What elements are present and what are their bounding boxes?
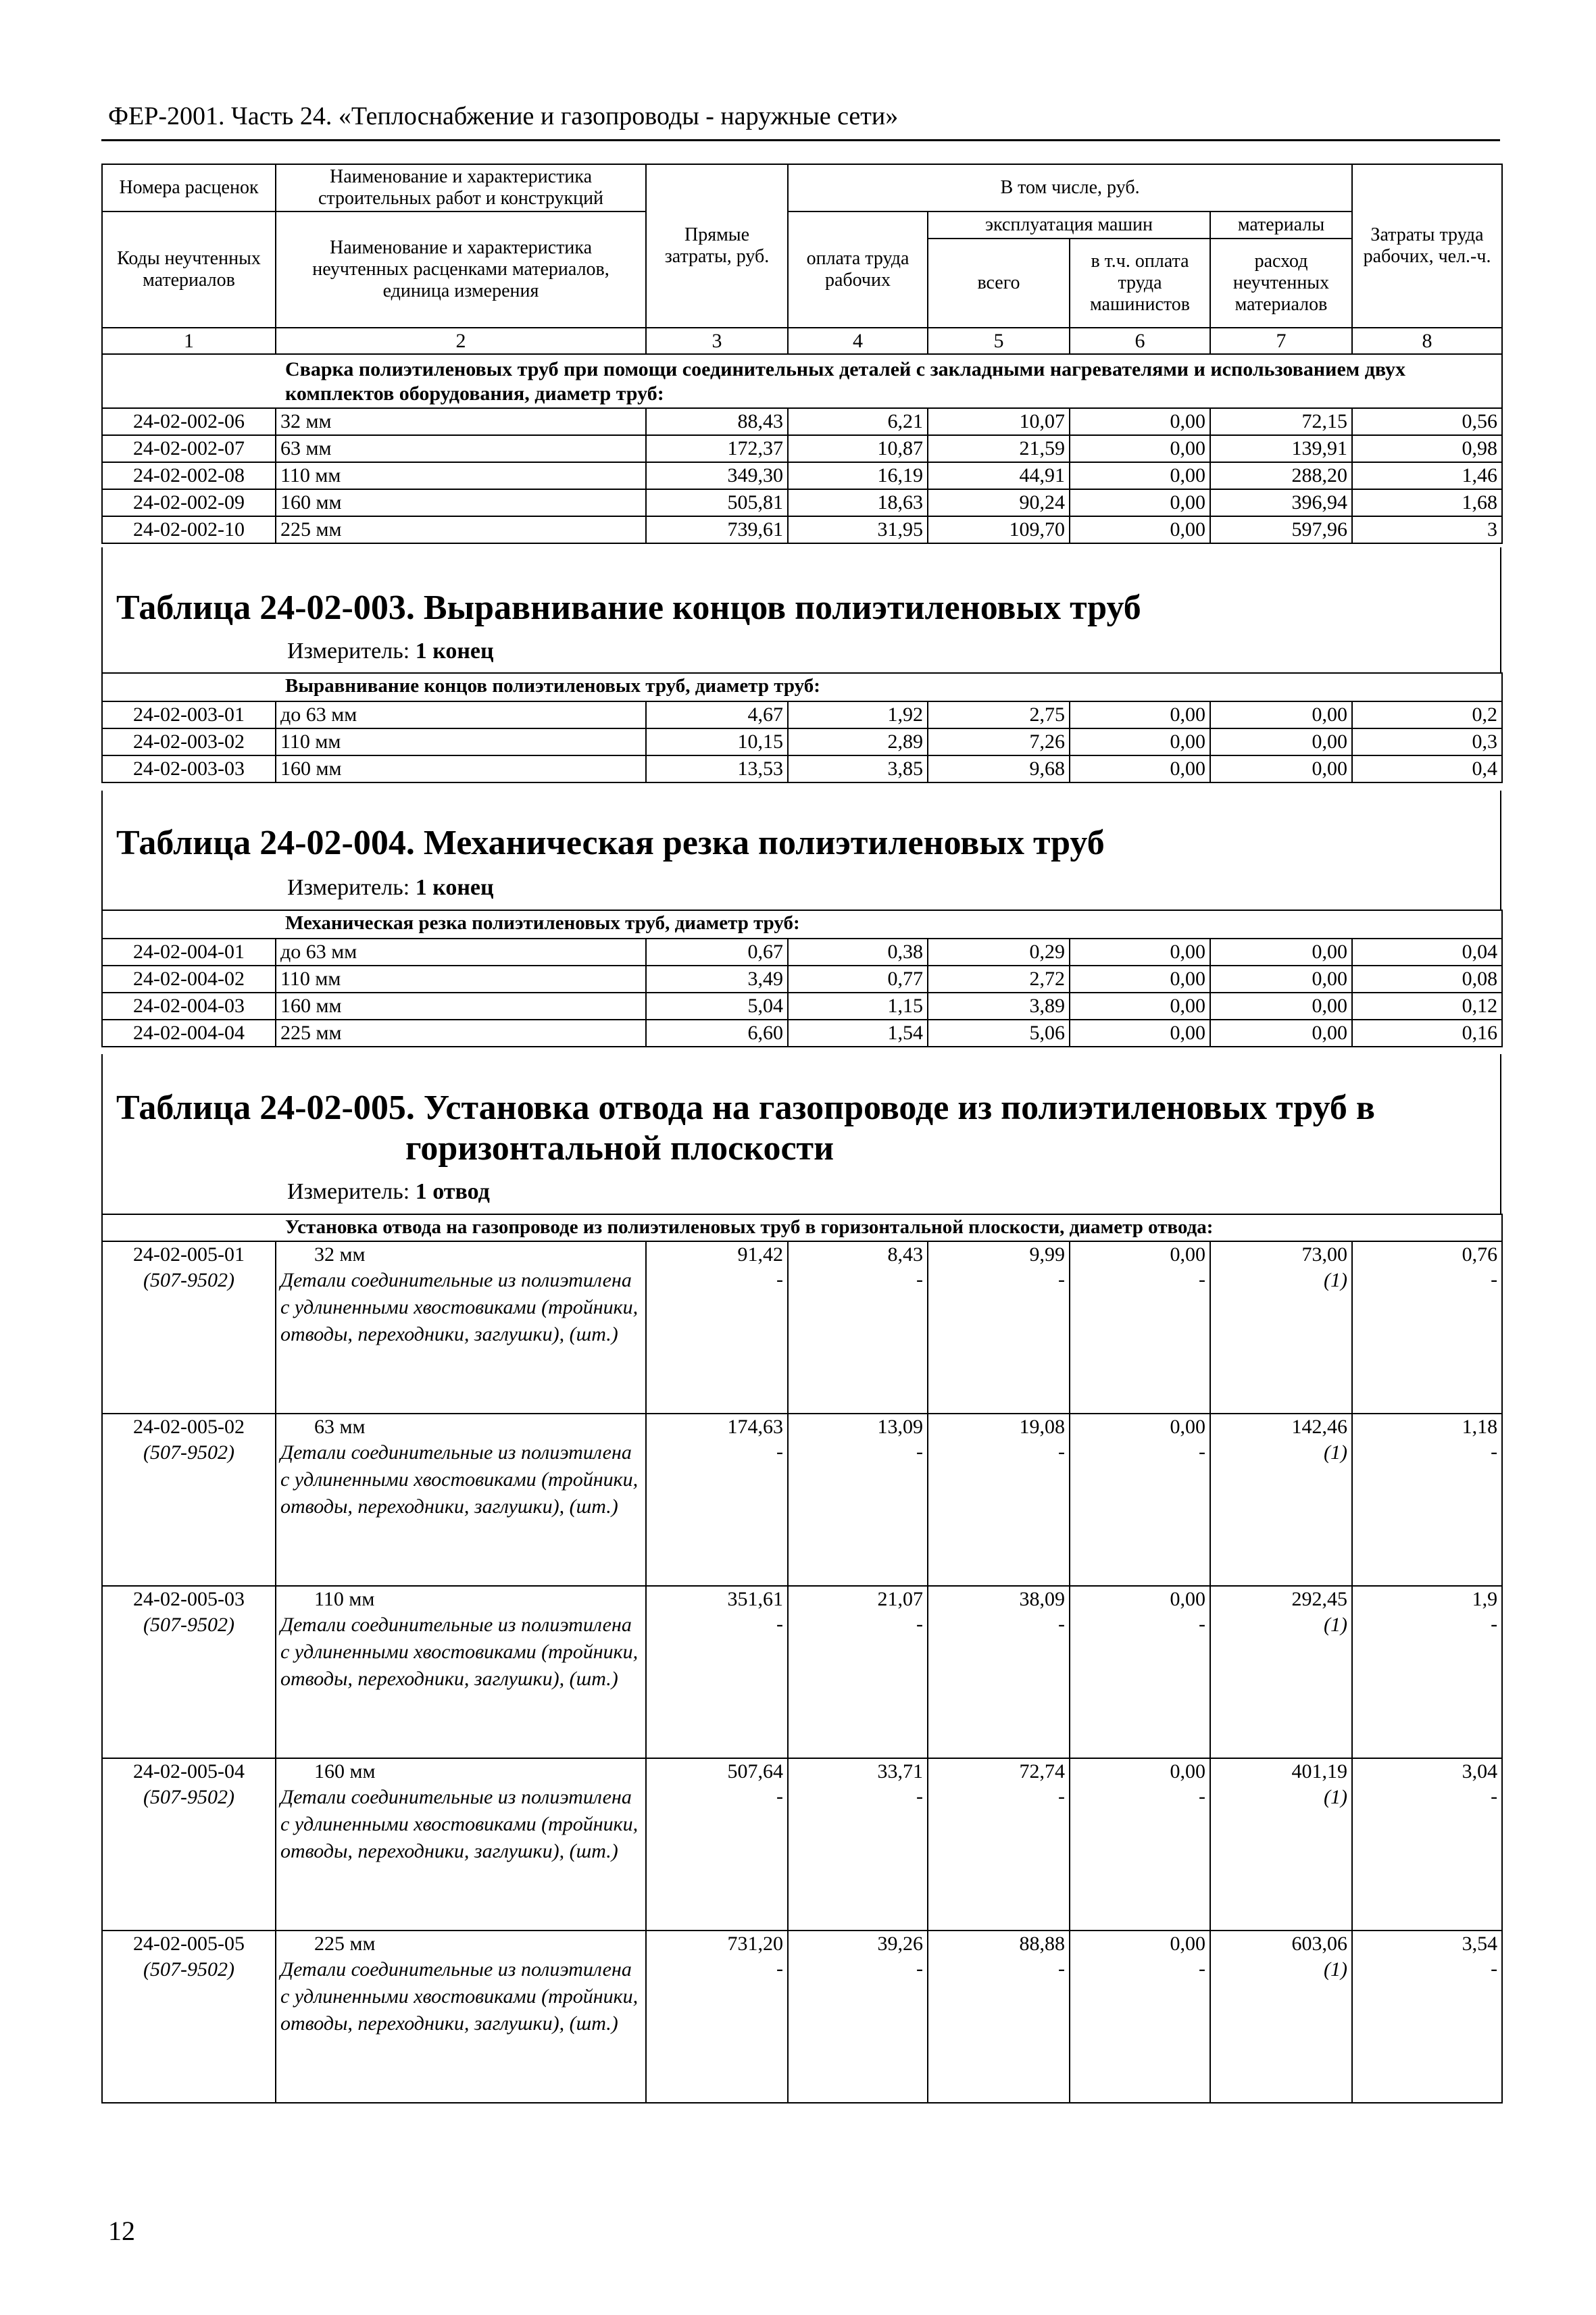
material-value: - <box>1058 1268 1065 1291</box>
value: 9,99 <box>1029 1243 1065 1266</box>
material-value: - <box>776 1958 783 1980</box>
table-row <box>102 408 1502 435</box>
rates-table-24-02-005 <box>101 1214 1503 2104</box>
value-cell <box>928 1241 1070 1414</box>
header-material-codes: Коды неучтенных материалов <box>102 211 276 328</box>
material-value: - <box>1058 1613 1065 1635</box>
rate-code: 24-02-002-09 <box>102 489 276 516</box>
table-row <box>102 1758 1502 1931</box>
value: 0,00 <box>1170 1416 1205 1438</box>
frame-line <box>101 1054 103 1214</box>
value: 38,09 <box>1019 1588 1065 1610</box>
value-cell: 139,91 <box>1210 435 1352 462</box>
material-value: - <box>1491 1785 1498 1808</box>
material-code: (507-9502) <box>143 1786 234 1808</box>
value-cell: 4,67 <box>646 701 788 728</box>
table-row <box>102 966 1502 993</box>
work-name: до 63 мм <box>276 939 646 966</box>
work-name-cell <box>276 1758 646 1931</box>
work-name: до 63 мм <box>276 701 646 728</box>
header-work-name: Наименование и характеристика строительных работ и конструкций <box>276 164 646 211</box>
value-cell: 0,77 <box>788 966 928 993</box>
value: 0,76 <box>1462 1243 1498 1266</box>
value-cell: 1,46 <box>1352 462 1502 489</box>
column-number: 8 <box>1352 328 1502 354</box>
value: 13,09 <box>877 1416 923 1438</box>
material-value: - <box>916 1613 923 1635</box>
value-cell: 5,04 <box>646 993 788 1020</box>
group-title: Установка отвода на газопроводе из полиэтиленовых труб в горизонтальной плоскости, диаметр отвода: <box>102 1214 1502 1241</box>
value-cell: 0,67 <box>646 939 788 966</box>
header-rule <box>101 139 1500 141</box>
value-cell: 0,00 <box>1210 701 1352 728</box>
value-cell <box>1210 1414 1352 1586</box>
value-cell <box>1070 1414 1210 1586</box>
column-number: 4 <box>788 328 928 354</box>
value-cell: 505,81 <box>646 489 788 516</box>
value: 351,61 <box>727 1588 783 1610</box>
meter-label: Измеритель: <box>287 1179 410 1204</box>
value-cell <box>1352 1758 1502 1931</box>
value-cell: 0,00 <box>1070 462 1210 489</box>
work-name: 32 мм <box>276 408 646 435</box>
work-name: 225 мм <box>314 1933 376 1955</box>
rate-code: 24-02-004-01 <box>102 939 276 966</box>
work-name-cell <box>276 1241 646 1414</box>
value-cell: 0,00 <box>1070 755 1210 782</box>
value-cell <box>1210 1241 1352 1414</box>
rate-code: 24-02-003-02 <box>102 728 276 755</box>
material-value: - <box>916 1785 923 1808</box>
value-cell: 109,70 <box>928 516 1070 543</box>
value-cell: 0,98 <box>1352 435 1502 462</box>
value-cell: 3,89 <box>928 993 1070 1020</box>
material-value: - <box>1491 1268 1498 1291</box>
value-cell: 72,15 <box>1210 408 1352 435</box>
value-cell: 1,15 <box>788 993 928 1020</box>
value: 292,45 <box>1291 1588 1347 1610</box>
value-cell <box>788 1758 928 1931</box>
table-row <box>102 1586 1502 1758</box>
rate-code: 24-02-004-04 <box>102 1020 276 1047</box>
rates-table-24-02-004 <box>101 910 1503 1047</box>
value-cell: 597,96 <box>1210 516 1352 543</box>
work-name: 160 мм <box>276 489 646 516</box>
meter-24-02-005 <box>287 1179 490 1205</box>
header-direct-costs: Прямые затраты, руб. <box>646 164 788 328</box>
rate-code: 24-02-005-01 <box>133 1243 245 1266</box>
value-cell: 0,00 <box>1070 728 1210 755</box>
work-name-cell <box>276 1586 646 1758</box>
rate-code: 24-02-003-03 <box>102 755 276 782</box>
value: 507,64 <box>727 1760 783 1783</box>
table-row <box>102 1020 1502 1047</box>
value-cell <box>928 1414 1070 1586</box>
value: 3,04 <box>1462 1760 1498 1783</box>
value-cell: 172,37 <box>646 435 788 462</box>
material-value: - <box>1199 1613 1205 1635</box>
work-name: 160 мм <box>276 755 646 782</box>
value-cell: 21,59 <box>928 435 1070 462</box>
value: 88,88 <box>1019 1933 1065 1955</box>
column-number: 6 <box>1070 328 1210 354</box>
column-number: 7 <box>1210 328 1352 354</box>
value-cell: 0,00 <box>1210 1020 1352 1047</box>
material-code: (507-9502) <box>143 1269 234 1291</box>
value-cell: 31,95 <box>788 516 928 543</box>
value-cell <box>1210 1758 1352 1931</box>
value-cell: 0,08 <box>1352 966 1502 993</box>
value: 174,63 <box>727 1416 783 1438</box>
material-value: - <box>916 1268 923 1291</box>
work-name: 32 мм <box>314 1243 366 1266</box>
value-cell: 3,85 <box>788 755 928 782</box>
value-cell: 16,19 <box>788 462 928 489</box>
running-head: ФЕР-2001. Часть 24. «Теплоснабжение и газопроводы - наружные сети» <box>108 102 899 130</box>
value: 731,20 <box>727 1933 783 1955</box>
column-number: 5 <box>928 328 1070 354</box>
work-name: 110 мм <box>276 462 646 489</box>
value-cell: 18,63 <box>788 489 928 516</box>
material-value: - <box>776 1268 783 1291</box>
value: 0,00 <box>1170 1760 1205 1783</box>
value: 72,74 <box>1019 1760 1065 1783</box>
value-cell <box>646 1586 788 1758</box>
table-title-24-02-004: Таблица 24-02-004. Механическая резка полиэтиленовых труб <box>116 824 1105 862</box>
material-value: - <box>1199 1441 1205 1463</box>
value-cell <box>1352 1931 1502 2103</box>
column-number: 3 <box>646 328 788 354</box>
rate-code: 24-02-004-02 <box>102 966 276 993</box>
value-cell: 0,00 <box>1210 728 1352 755</box>
value-cell: 0,3 <box>1352 728 1502 755</box>
material-value: (1) <box>1324 1958 1347 1981</box>
value-cell: 3 <box>1352 516 1502 543</box>
frame-line <box>1500 547 1501 672</box>
value-cell: 0,4 <box>1352 755 1502 782</box>
material-description: Детали соединительные из полиэтилена с удлиненными хвостовиками (тройники, отводы, переходники, заглушки), (шт.) <box>280 1441 639 1518</box>
value: 3,54 <box>1462 1933 1498 1955</box>
value-cell <box>646 1414 788 1586</box>
material-value: - <box>1491 1441 1498 1463</box>
meter-label: Измеритель: <box>287 875 410 900</box>
value-cell: 0,00 <box>1070 435 1210 462</box>
value-cell <box>646 1241 788 1414</box>
value: 39,26 <box>877 1933 923 1955</box>
value-cell: 0,00 <box>1210 966 1352 993</box>
frame-line <box>101 547 103 672</box>
value-cell: 7,26 <box>928 728 1070 755</box>
material-value: - <box>1199 1268 1205 1291</box>
value: 0,00 <box>1170 1243 1205 1266</box>
material-description: Детали соединительные из полиэтилена с удлиненными хвостовиками (тройники, отводы, переходники, заглушки), (шт.) <box>280 1786 639 1862</box>
table-title-24-02-005: Таблица 24-02-005. Установка отвода на газопроводе из полиэтиленовых труб в <box>116 1089 1375 1127</box>
header-wages: оплата труда рабочих <box>788 211 928 328</box>
value-cell: 1,92 <box>788 701 928 728</box>
table-row <box>102 1241 1502 1414</box>
value-cell: 5,06 <box>928 1020 1070 1047</box>
work-name: 63 мм <box>276 435 646 462</box>
value-cell: 3,49 <box>646 966 788 993</box>
group-title: Выравнивание концов полиэтиленовых труб, диаметр труб: <box>102 673 1502 701</box>
header-rate-number: Номера расценок <box>102 164 276 211</box>
table-row <box>102 993 1502 1020</box>
rate-code: 24-02-004-03 <box>102 993 276 1020</box>
column-number: 1 <box>102 328 276 354</box>
value-cell: 0,00 <box>1210 755 1352 782</box>
value-cell: 44,91 <box>928 462 1070 489</box>
value-cell: 396,94 <box>1210 489 1352 516</box>
material-value: - <box>1491 1958 1498 1980</box>
table-row <box>102 435 1502 462</box>
value-cell: 0,29 <box>928 939 1070 966</box>
rate-code: 24-02-002-07 <box>102 435 276 462</box>
work-name: 160 мм <box>276 993 646 1020</box>
value-cell: 0,00 <box>1070 993 1210 1020</box>
rate-code: 24-02-003-01 <box>102 701 276 728</box>
value-cell: 90,24 <box>928 489 1070 516</box>
table-row <box>102 516 1502 543</box>
value-cell <box>788 1414 928 1586</box>
table-row <box>102 728 1502 755</box>
value-cell: 13,53 <box>646 755 788 782</box>
value-cell <box>1210 1586 1352 1758</box>
header-labor-costs: Затраты труда рабочих, чел.-ч. <box>1352 164 1502 328</box>
material-value: - <box>1491 1613 1498 1635</box>
value: 21,07 <box>877 1588 923 1610</box>
value-cell <box>1070 1758 1210 1931</box>
value-cell <box>1070 1241 1210 1414</box>
value-cell: 0,00 <box>1070 966 1210 993</box>
value-cell: 0,00 <box>1070 1020 1210 1047</box>
material-code: (507-9502) <box>143 1441 234 1464</box>
value-cell: 10,15 <box>646 728 788 755</box>
header-material-name: Наименование и характеристика неучтенных расценками материалов, единица измерения <box>276 211 646 328</box>
rate-code: 24-02-002-06 <box>102 408 276 435</box>
rate-code: 24-02-005-05 <box>133 1933 245 1955</box>
value-cell: 0,00 <box>1070 939 1210 966</box>
meter-24-02-004 <box>287 875 494 901</box>
value: 0,00 <box>1170 1933 1205 1955</box>
value-cell: 0,00 <box>1070 516 1210 543</box>
value-cell <box>788 1241 928 1414</box>
value-cell: 2,75 <box>928 701 1070 728</box>
value-cell <box>928 1931 1070 2103</box>
value-cell <box>1070 1931 1210 2103</box>
value-cell <box>1352 1241 1502 1414</box>
value-cell <box>1352 1586 1502 1758</box>
material-value: (1) <box>1324 1269 1347 1291</box>
value-cell <box>928 1758 1070 1931</box>
value-cell: 739,61 <box>646 516 788 543</box>
work-name-cell <box>276 1414 646 1586</box>
material-value: - <box>1058 1958 1065 1980</box>
table-row <box>102 939 1502 966</box>
value-cell: 288,20 <box>1210 462 1352 489</box>
material-value: (1) <box>1324 1786 1347 1808</box>
value: 401,19 <box>1291 1760 1347 1783</box>
value: 0,00 <box>1170 1588 1205 1610</box>
work-name-cell <box>276 1931 646 2103</box>
frame-line <box>1500 791 1501 910</box>
value-cell: 6,21 <box>788 408 928 435</box>
meter-24-02-003 <box>287 639 494 664</box>
material-value: - <box>1199 1958 1205 1980</box>
value: 33,71 <box>877 1760 923 1783</box>
table-row <box>102 1931 1502 2103</box>
material-description: Детали соединительные из полиэтилена с удлиненными хвостовиками (тройники, отводы, переходники, заглушки), (шт.) <box>280 1614 639 1690</box>
page-number: 12 <box>108 2216 135 2246</box>
group-title: Механическая резка полиэтиленовых труб, диаметр труб: <box>102 910 1502 939</box>
value-cell: 2,72 <box>928 966 1070 993</box>
table-row <box>102 701 1502 728</box>
material-value: - <box>1058 1785 1065 1808</box>
value-cell <box>1210 1931 1352 2103</box>
work-name: 110 мм <box>314 1588 375 1610</box>
material-value: - <box>1058 1441 1065 1463</box>
rates-table-24-02-002 <box>101 164 1503 544</box>
material-code: (507-9502) <box>143 1958 234 1981</box>
value-cell <box>1070 1586 1210 1758</box>
work-name: 160 мм <box>314 1760 376 1783</box>
value-cell: 0,00 <box>1210 993 1352 1020</box>
header-materials: материалы <box>1210 211 1352 239</box>
header-machines-total: всего <box>928 239 1070 328</box>
table-title-24-02-005-line2: горизонтальной плоскости <box>405 1129 834 1168</box>
material-value: - <box>1199 1785 1205 1808</box>
material-value: (1) <box>1324 1614 1347 1636</box>
rate-code-cell <box>102 1931 276 2103</box>
rate-code-cell <box>102 1414 276 1586</box>
value-cell: 0,2 <box>1352 701 1502 728</box>
material-description: Детали соединительные из полиэтилена с удлиненными хвостовиками (тройники, отводы, переходники, заглушки), (шт.) <box>280 1269 639 1345</box>
meter-value: 1 отвод <box>415 1179 490 1204</box>
table-row <box>102 1414 1502 1586</box>
value-cell: 0,00 <box>1070 408 1210 435</box>
value: 1,18 <box>1462 1416 1498 1438</box>
value-cell: 6,60 <box>646 1020 788 1047</box>
rates-table-24-02-003 <box>101 672 1503 783</box>
meter-label: Измеритель: <box>287 639 410 664</box>
value-cell: 88,43 <box>646 408 788 435</box>
value-cell <box>788 1931 928 2103</box>
value-cell: 1,54 <box>788 1020 928 1047</box>
work-name: 110 мм <box>276 728 646 755</box>
rate-code: 24-02-002-08 <box>102 462 276 489</box>
rate-code-cell <box>102 1586 276 1758</box>
value: 603,06 <box>1291 1933 1347 1955</box>
header-machines: эксплуатация машин <box>928 211 1210 239</box>
value-cell <box>1352 1414 1502 1586</box>
value: 73,00 <box>1301 1243 1347 1266</box>
table-row <box>102 462 1502 489</box>
group-title: Сварка полиэтиленовых труб при помощи соединительных деталей с закладными нагревателями и использованием двух комплектов оборудования, диаметр труб: <box>102 354 1502 408</box>
value-cell: 0,04 <box>1352 939 1502 966</box>
value-cell: 10,07 <box>928 408 1070 435</box>
value-cell <box>646 1758 788 1931</box>
value-cell: 0,16 <box>1352 1020 1502 1047</box>
value-cell: 10,87 <box>788 435 928 462</box>
value: 8,43 <box>887 1243 923 1266</box>
meter-value: 1 конец <box>415 639 494 664</box>
value-cell <box>646 1931 788 2103</box>
value-cell: 0,38 <box>788 939 928 966</box>
value: 142,46 <box>1291 1416 1347 1438</box>
material-description: Детали соединительные из полиэтилена с удлиненными хвостовиками (тройники, отводы, переходники, заглушки), (шт.) <box>280 1958 639 2035</box>
rate-code: 24-02-002-10 <box>102 516 276 543</box>
work-name: 110 мм <box>276 966 646 993</box>
rate-code: 24-02-005-02 <box>133 1416 245 1438</box>
material-value: - <box>776 1785 783 1808</box>
value-cell <box>788 1586 928 1758</box>
value: 91,42 <box>737 1243 783 1266</box>
value: 1,9 <box>1472 1588 1498 1610</box>
value-cell: 0,00 <box>1070 701 1210 728</box>
rate-code-cell <box>102 1241 276 1414</box>
work-name: 63 мм <box>314 1416 366 1438</box>
material-value: - <box>916 1441 923 1463</box>
rate-code-cell <box>102 1758 276 1931</box>
table-title-24-02-003: Таблица 24-02-003. Выравнивание концов полиэтиленовых труб <box>116 589 1141 627</box>
value-cell: 349,30 <box>646 462 788 489</box>
value-cell: 0,12 <box>1352 993 1502 1020</box>
value-cell <box>928 1586 1070 1758</box>
header-materials-consumption: расход неучтенных материалов <box>1210 239 1352 328</box>
value-cell: 2,89 <box>788 728 928 755</box>
value-cell: 1,68 <box>1352 489 1502 516</box>
value-cell: 0,00 <box>1070 489 1210 516</box>
material-value: - <box>916 1958 923 1980</box>
table-row <box>102 489 1502 516</box>
material-value: - <box>776 1613 783 1635</box>
rate-code: 24-02-005-04 <box>133 1760 245 1783</box>
material-code: (507-9502) <box>143 1614 234 1636</box>
table-row <box>102 755 1502 782</box>
header-machines-wages: в т.ч. оплата труда машинистов <box>1070 239 1210 328</box>
frame-line <box>101 791 103 910</box>
column-numbers-row <box>102 328 1502 354</box>
value-cell: 0,56 <box>1352 408 1502 435</box>
frame-line <box>1500 1054 1501 1214</box>
material-value: (1) <box>1324 1441 1347 1464</box>
header-including: В том числе, руб. <box>788 164 1352 211</box>
column-number: 2 <box>276 328 646 354</box>
rate-code: 24-02-005-03 <box>133 1588 245 1610</box>
material-value: - <box>776 1441 783 1463</box>
value: 19,08 <box>1019 1416 1065 1438</box>
work-name: 225 мм <box>276 516 646 543</box>
work-name: 225 мм <box>276 1020 646 1047</box>
meter-value: 1 конец <box>415 875 494 900</box>
value-cell: 9,68 <box>928 755 1070 782</box>
value-cell: 0,00 <box>1210 939 1352 966</box>
